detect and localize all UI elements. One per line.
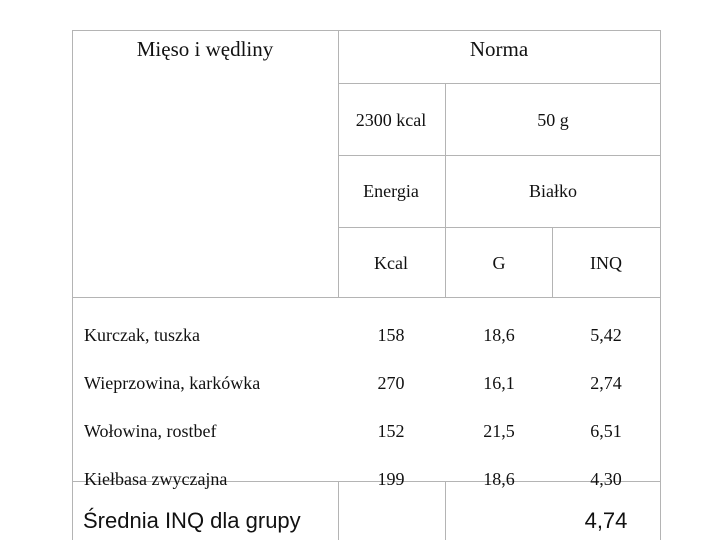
grid-line [338, 227, 661, 228]
row-inq: 6,51 [590, 421, 622, 441]
row-name: Wieprzowina, karkówka [84, 373, 261, 393]
grid-line [445, 481, 446, 540]
column-group-header: Mięso i wędliny [136, 37, 274, 61]
row-g: 21,5 [483, 421, 515, 441]
group-average-value: 4,74 [584, 508, 628, 533]
table-border-left [72, 30, 73, 540]
row-kcal: 152 [377, 421, 405, 441]
row-inq: 2,74 [590, 373, 622, 393]
norm-header: Norma [469, 37, 529, 61]
norm-protein-value: 50 g [537, 110, 569, 130]
unit-g-header: G [492, 253, 506, 273]
row-g: 18,6 [483, 325, 515, 345]
table-border-top [72, 30, 661, 31]
row-inq: 4,30 [590, 469, 622, 489]
grid-line [338, 155, 661, 156]
norm-energy-value: 2300 kcal [355, 110, 427, 130]
row-kcal: 270 [377, 373, 405, 393]
grid-line [72, 297, 661, 298]
row-name: Wołowina, rostbef [84, 421, 217, 441]
group-average-label: Średnia INQ dla grupy [83, 508, 301, 533]
row-g: 18,6 [483, 469, 515, 489]
row-name: Kiełbasa zwyczajna [84, 469, 228, 489]
grid-line [338, 481, 339, 540]
row-name: Kurczak, tuszka [84, 325, 200, 345]
unit-kcal-header: Kcal [374, 253, 408, 273]
grid-line [338, 83, 661, 84]
row-kcal: 158 [377, 325, 405, 345]
row-g: 16,1 [483, 373, 515, 393]
protein-header: Białko [529, 181, 577, 201]
row-kcal: 199 [377, 469, 405, 489]
grid-line [552, 227, 553, 298]
grid-line [445, 83, 446, 298]
energy-header: Energia [363, 181, 419, 201]
table-border-right [660, 30, 661, 540]
grid-line [338, 30, 339, 298]
unit-inq-header: INQ [590, 253, 622, 273]
row-inq: 5,42 [590, 325, 622, 345]
